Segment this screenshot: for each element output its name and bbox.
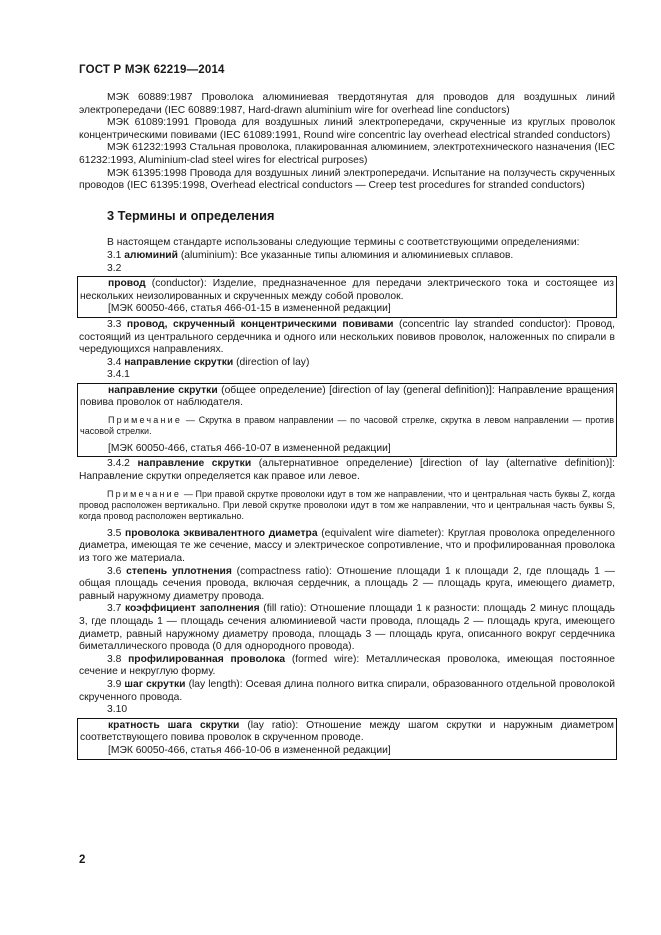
term-name: проволока эквивалентного диаметра [125,527,318,539]
term-number: 3.4.1 [107,369,130,381]
term-box-3-4-1 [77,383,617,458]
term-number: 3.6 [107,565,122,577]
document-body [79,92,615,761]
term-source: [МЭК 60050-466, статья 466-01-15 в измененной редакции] [108,303,391,315]
term-box-3-10 [77,718,617,760]
term-number: 3.4.2 [107,458,130,470]
term-definition: (formed wire): Металлическая проволока, имеющая постоянное сечение и некруглую форму. [79,653,615,678]
term-3-3 [79,319,615,357]
term-definition: (fill ratio): Отношение площади 1 к разности: площадь 2 минус площадь 3, где площадь 1 — площадь сечения алюминиевой части провода, площадь 2 — площадь круга, имеющего диаметр, равный наружному диаметру провода, площадь 3 — площадь круга, описанного вокруг сердечника биметаллического провода (0 для однородного провода). [79,603,615,653]
term-3-6 [79,566,615,604]
term-name: профилированная проволока [128,653,286,665]
term-name: направление скрутки [137,458,252,470]
term-3-4 [79,357,615,370]
term-name: провод [108,278,146,290]
term-3-5 [79,528,615,566]
term-number: 3.4 [107,356,122,368]
term-number: 3.10 [107,704,128,716]
term-definition: (concentric lay stranded conductor): Провод, состоящий из центрального сердечника и одного или нескольких повивов проволок, наложенных по спирали в чередующихся направлениях. [79,318,615,356]
term-3-4-2 [79,458,615,483]
term-note [80,415,614,438]
term-name: кратность шага скрутки [108,719,240,731]
term-number: 3.7 [107,603,122,615]
term-3-7 [79,603,615,653]
term-box-3-2 [77,276,617,318]
term-definition: (compactness ratio): Отношение площади 1 к площади 2, где площадь 1 — общая площадь сечения провода, включая сердечник, а площадь 2 — площадь круга, имеющего диаметр, равный наружному диаметру провода. [79,565,615,602]
note-label: Примечание [108,415,183,426]
term-definition: (aluminium): Все указанные типы алюминия и алюминиевых сплавов. [177,249,514,261]
note-text: — При правой скрутке проволоки идут в том же направлении, что и центральная часть буквы Z, когда провод расположен вертикально. При левой скрутке проволоки идут в том же направлении, что и центральная часть буквы S, когда провод расположен вертикально. [79,488,615,522]
term-number: 3.9 [107,679,122,690]
term-3-4-1 [80,385,614,410]
term-note [79,489,615,523]
term-source: [МЭК 60050-466, статья 466-10-06 в измененной редакции] [108,744,391,756]
term-definition: (conductor): Изделие, предназначенное для передачи электрического тока и состоящее из нескольких неизолированных и скрученных между собой проволок. [80,278,614,302]
term-definition: (equivalent wire diameter): Круглая проволока определенного диаметра, имеющая те же сечение, массу и электрическое сопротивление, что и профилированная проволока из того же материала. [79,527,615,565]
reference-item: МЭК 61232:1993 Стальная проволока, плакированная алюминием, электротехнического назначения (IEC 61232:1993, Aluminium-clad steel wires for electrical purposes) [79,142,615,166]
term-definition: (альтернативное определение) [direction of lay (alternative definition)]: Направление скрутки определяется как правое или левое. [79,458,615,483]
term-name: провод, скрученный концентрическими повивами [126,318,394,330]
page-number: 2 [79,854,86,866]
term-number: 3.2 [107,262,122,274]
note-label: Примечание [107,488,182,499]
term-name: алюминий [124,249,178,261]
term-source: [МЭК 60050-466, статья 466-10-07 в измененной редакции] [108,442,391,454]
term-definition: (lay ratio): Отношение между шагом скрутки и наружным диаметром соответствующего повива проволок в скрученном проводе. [80,719,614,744]
term-definition: (общее определение) [direction of lay (general definition)]: Направление вращения повива проволок от наблюдателя. [80,384,614,409]
reference-item: МЭК 61395:1998 Провода для воздушных линий электропередачи. Испытание на ползучесть скрученных проводов (IEC 61395:1998, Overhead electrical conductors — Creep test procedures for stranded conductors) [79,167,615,192]
document-header: ГОСТ Р МЭК 62219—2014 [79,64,225,76]
term-3-10 [80,720,614,745]
term-name: направление скрутки [124,356,234,368]
term-number: 3.8 [107,653,122,665]
term-3-1 [79,250,615,263]
term-definition: (direction of lay) [233,356,310,368]
note-text: — Скрутка в правом направлении — по часовой стрелке, скрутка в левом направлении — против часовой стрелки. [80,415,614,437]
term-number: 3.5 [107,527,122,539]
term-3-9 [79,679,615,704]
section-heading: 3 Термины и определения [107,207,275,223]
reference-item: МЭК 60889:1987 Проволока алюминиевая твердотянутая для проводов для воздушных линий электропередачи (IEC 60889:1987, Hard-drawn aluminium wire for overhead line conductors) [79,92,615,116]
term-3-2 [80,278,614,303]
term-definition: (lay length): Осевая длина полного витка спирали, образованного отдельной проволокой скрученного провода. [79,679,615,703]
term-name: коэффициент заполнения [125,603,260,615]
term-3-8 [79,654,615,679]
reference-item: МЭК 61089:1991 Провода для воздушных линий электропередачи, скрученные из круглых проволок концентрическими повивами (IEC 61089:1991, Round wire concentric lay overhead electrical stranded conductors) [79,117,615,141]
term-name: шаг скрутки [124,679,186,690]
term-number: 3.3 [107,318,122,330]
section-intro: В настоящем стандарте использованы следующие термины с соответствующими определениями: [107,237,580,249]
term-number: 3.1 [107,249,122,261]
term-name: направление скрутки [108,384,218,396]
term-name: степень уплотнения [126,565,232,577]
